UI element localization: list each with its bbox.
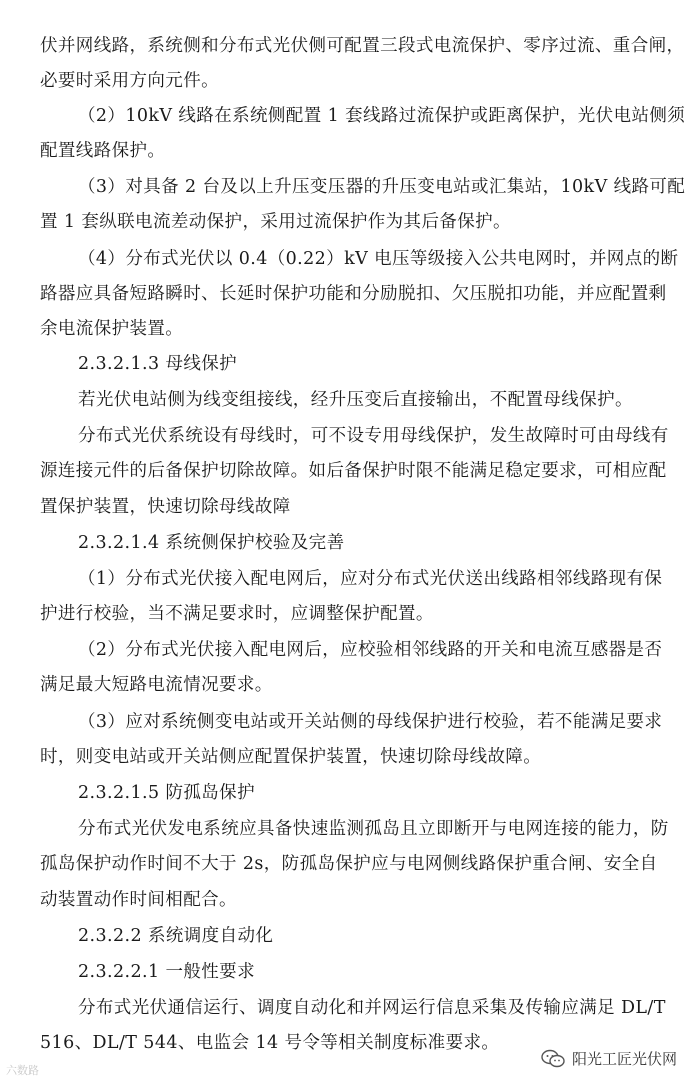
- text-line: 必要时采用方向元件。: [40, 71, 219, 91]
- section-heading: 2.3.2.2 系统调度自动化: [78, 926, 274, 946]
- text-line: （3）对具备 2 台及以上升压变压器的升压变电站或汇集站，10kV 线路可配: [78, 177, 686, 197]
- text-line: 余电流保护装置。: [40, 319, 184, 339]
- watermark-left: 六数路: [6, 1064, 39, 1077]
- text-line: 伏并网线路，系统侧和分布式光伏侧可配置三段式电流保护、零序过流、重合闸，: [40, 36, 685, 56]
- text-line: 分布式光伏系统设有母线时，可不设专用母线保护，发生故障时可由母线有: [78, 426, 669, 446]
- text-line: 516、DL/T 544、电监会 14 号令等相关制度标准要求。: [40, 1033, 500, 1053]
- text-line: （3）应对系统侧变电站或开关站侧的母线保护进行校验，若不能满足要求: [78, 712, 663, 732]
- text-line: 护进行校验，当不满足要求时，应调整保护配置。: [40, 604, 434, 624]
- text-line: 源连接元件的后备保护切除故障。如后备保护时限不能满足稳定要求，可相应配: [40, 461, 667, 481]
- text-line: 时，则变电站或开关站侧应配置保护装置，快速切除母线故障。: [40, 747, 542, 767]
- text-line: 动装置动作时间相配合。: [40, 890, 237, 910]
- text-line: 路器应具备短路瞬时、长延时保护功能和分励脱扣、欠压脱扣功能，并应配置剩: [40, 284, 667, 304]
- text-line: 满足最大短路电流情况要求。: [40, 675, 273, 695]
- text-line: 配置线路保护。: [40, 141, 166, 161]
- text-line: 置 1 套纵联电流差动保护，采用过流保护作为其后备保护。: [40, 212, 511, 232]
- text-line: 置保护装置，快速切除母线故障: [40, 497, 291, 517]
- text-line: （1）分布式光伏接入配电网后，应对分布式光伏送出线路相邻线路现有保: [78, 569, 663, 589]
- section-heading: 2.3.2.1.4 系统侧保护校验及完善: [78, 533, 345, 553]
- section-heading: 2.3.2.1.3 母线保护: [78, 354, 238, 374]
- section-heading: 2.3.2.2.1 一般性要求: [78, 962, 255, 982]
- text-line: 孤岛保护动作时间不大于 2s，防孤岛保护应与电网侧线路保护重合闸、安全自: [40, 854, 658, 874]
- text-line: 若光伏电站侧为线变组接线，经升压变后直接输出，不配置母线保护。: [78, 390, 633, 410]
- text-line: 分布式光伏通信运行、调度自动化和并网运行信息采集及传输应满足 DL/T: [78, 998, 666, 1018]
- section-heading: 2.3.2.1.5 防孤岛保护: [78, 783, 255, 803]
- text-line: （4）分布式光伏以 0.4（0.22）kV 电压等级接入公共电网时，并网点的断: [78, 249, 679, 269]
- wechat-icon: [540, 1049, 566, 1069]
- watermark-right: [540, 1048, 677, 1069]
- watermark-right-text: 阳光工匠光伏网: [571, 1050, 677, 1068]
- text-line: （2）分布式光伏接入配电网后，应校验相邻线路的开关和电流互感器是否: [78, 640, 663, 660]
- text-line: （2）10kV 线路在系统侧配置 1 套线路过流保护或距离保护，光伏电站侧须: [78, 106, 686, 126]
- text-line: 分布式光伏发电系统应具备快速监测孤岛且立即断开与电网连接的能力，防: [78, 819, 669, 839]
